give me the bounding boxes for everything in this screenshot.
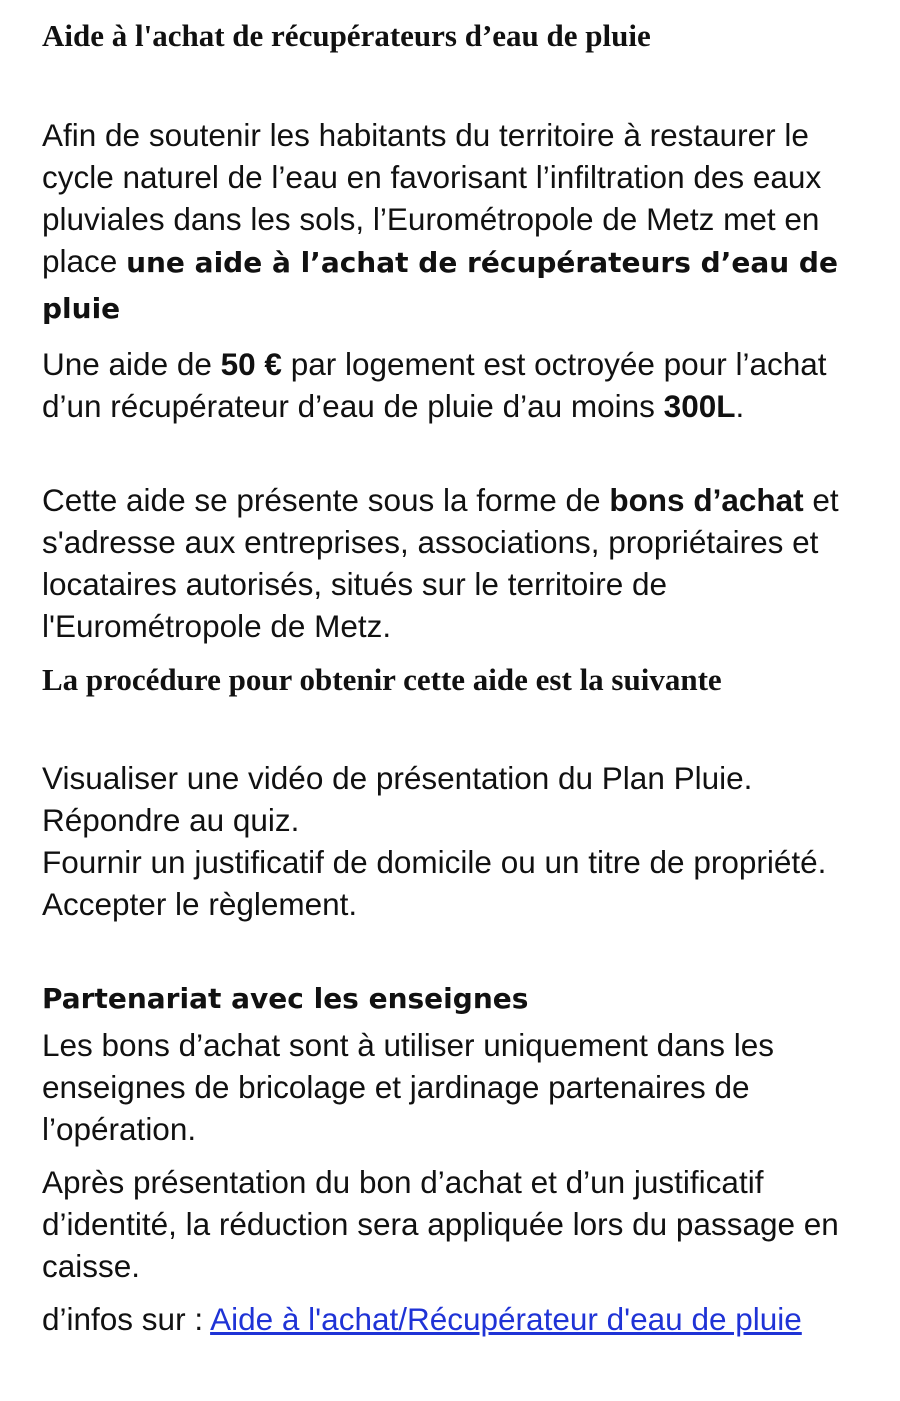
partnership-paragraph-2: Après présentation du bon d’achat et d’un justificatif d’identité, la réduction sera appliquée lors du passage en caisse. <box>42 1164 839 1284</box>
form-text-2: et s'adresse aux entreprises, associations, propriétaires et locataires autorisés, situés sur le territoire de l'Eurométropole de Metz. <box>42 482 839 644</box>
aid-text-3: . <box>735 388 745 424</box>
more-info <box>42 1298 802 1340</box>
procedure-step: Accepter le règlement. <box>42 886 358 922</box>
intro-text: Afin de soutenir les habitants du territoire à restaurer le cycle naturel de l’eau en favorisant l’infiltration des eaux pluviales dans les sols, l’Eurométropole de Metz met en place <box>42 117 822 279</box>
aid-volume: 300L <box>663 388 736 424</box>
more-info-prefix: d’infos sur : <box>42 1301 211 1337</box>
procedure-step: Répondre au quiz. <box>42 802 300 838</box>
aid-text-2: par logement est octroyée pour l’achat d’un récupérateur d’eau de pluie d’au moins <box>42 346 827 424</box>
form-paragraph <box>42 479 862 647</box>
form-text-1: Cette aide se présente sous la forme de <box>42 482 610 518</box>
page-title: Aide à l'achat de récupérateurs d’eau de pluie <box>42 18 651 53</box>
intro-paragraph <box>42 114 862 332</box>
aid-paragraph <box>42 343 862 427</box>
procedure-step: Fournir un justificatif de domicile ou un titre de propriété. <box>42 844 827 880</box>
procedure-heading: La procédure pour obtenir cette aide est la suivante <box>42 662 722 697</box>
aid-amount: 50 € <box>220 346 282 382</box>
aid-text-1: Une aide de <box>42 346 221 382</box>
intro-bold: une aide à l’achat de récupérateurs d’eau de pluie <box>42 246 838 325</box>
partnership-heading: Partenariat avec les enseignes <box>42 982 529 1015</box>
more-info-link[interactable]: Aide à l'achat/Récupérateur d'eau de pluie <box>210 1301 802 1337</box>
procedure-steps <box>42 757 826 925</box>
form-bold: bons d’achat <box>609 482 804 518</box>
partnership-paragraph-1: Les bons d’achat sont à utiliser uniquement dans les enseignes de bricolage et jardinage partenaires de l’opération. <box>42 1027 774 1147</box>
procedure-step: Visualiser une vidéo de présentation du Plan Pluie. <box>42 760 753 796</box>
